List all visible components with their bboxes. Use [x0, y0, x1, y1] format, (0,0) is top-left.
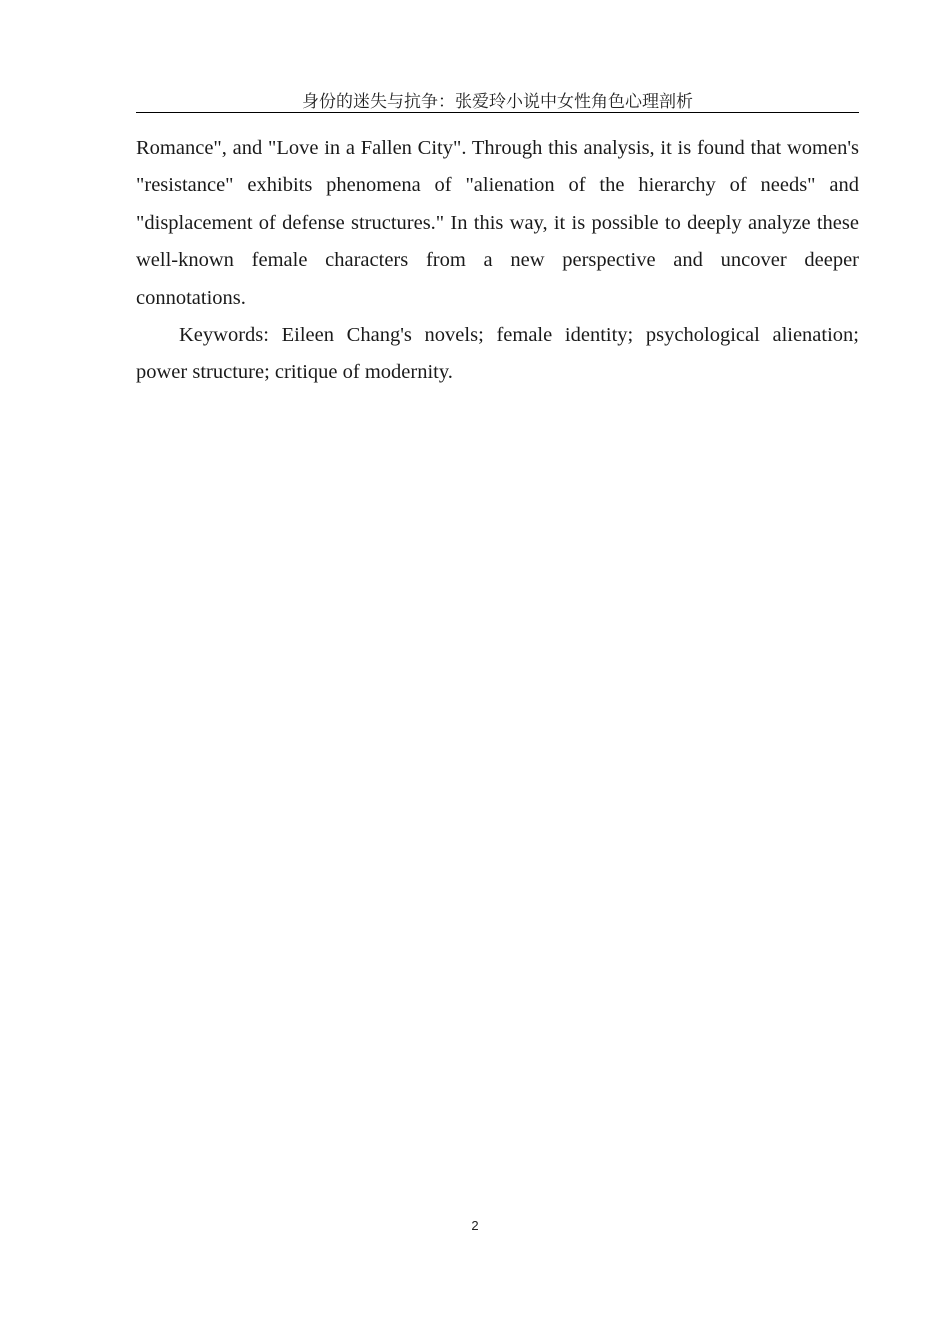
- abstract-paragraph: Romance", and "Love in a Fallen City". Through this analysis, it is found that women's "resistance" exhibits phenomena of "alienation of the hierarchy of needs" and "displacement of defense structures." In this way, it is possible to deeply analyze these well-known female characters from a new perspective and uncover deeper connotations.: [136, 137, 859, 309]
- keywords-paragraph: Keywords: Eileen Chang's novels; female identity; psychological alienation; power structure; critique of modernity.: [136, 324, 859, 384]
- running-header: 身份的迷失与抗争：张爱玲小说中女性角色心理剖析: [136, 90, 859, 113]
- page-number: 2: [471, 1218, 479, 1233]
- abstract-body: [136, 130, 859, 392]
